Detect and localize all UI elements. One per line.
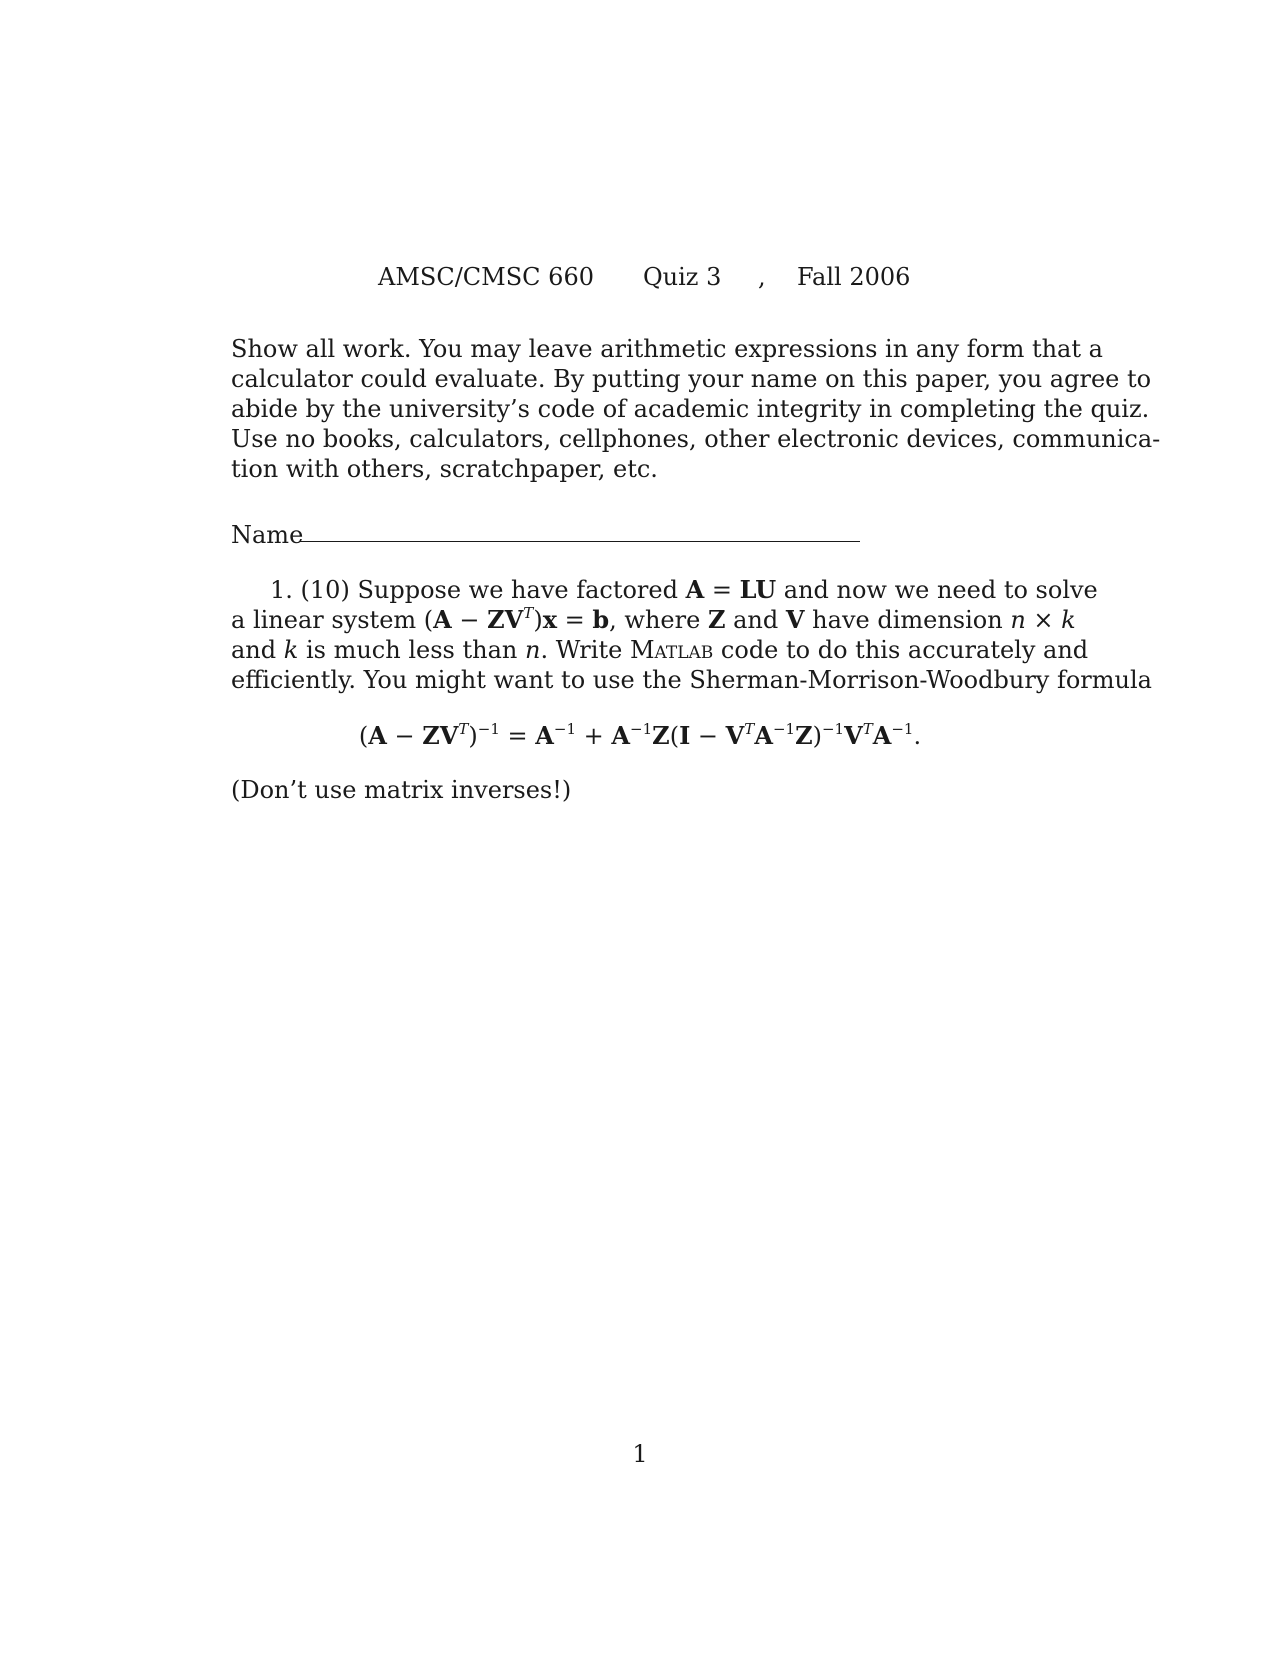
problem-line: efficiently. You might want to use the Sherman-Morrison-Woodbury formula bbox=[231, 666, 1152, 694]
problem-text: Suppose we have factored bbox=[357, 576, 678, 604]
page-header bbox=[0, 263, 1280, 295]
course-code: AMSC/CMSC 660 bbox=[378, 263, 594, 291]
problem-1 bbox=[231, 575, 1152, 695]
problem-number: 1. bbox=[270, 576, 293, 604]
problem-text: Write bbox=[555, 636, 623, 664]
problem-text: have dimension bbox=[812, 606, 1003, 634]
problem-line: a linear system $(A - ZV^T)x = b$, where Z and V have dimension n × k bbox=[231, 604, 1076, 634]
problem-text: and bbox=[733, 606, 779, 634]
problem-text: code to do this accurately and bbox=[720, 636, 1089, 664]
problem-text: is much less than bbox=[305, 636, 518, 664]
page-number: 1 bbox=[632, 1440, 648, 1468]
header-separator: , bbox=[758, 263, 766, 291]
problem-line: and k is much less than n. Write Matlab code to do this accurately and bbox=[231, 636, 1089, 664]
instructions-line: Use no books, calculators, cellphones, other electronic devices, communica- bbox=[231, 425, 1161, 453]
problem-text: and bbox=[231, 636, 277, 664]
name-label: Name bbox=[231, 521, 304, 549]
instructions-line: calculator could evaluate. By putting your name on this paper, you agree to bbox=[231, 365, 1152, 393]
instructions-line: Show all work. You may leave arithmetic expressions in any form that a bbox=[231, 335, 1103, 363]
problem-text: where bbox=[624, 606, 701, 634]
problem-text: a linear system bbox=[231, 606, 417, 634]
problem-points: (10) bbox=[300, 576, 350, 604]
problem-line: 1. (10) Suppose we have factored A = LU and now we need to solve bbox=[270, 575, 1098, 604]
inverse-note: (Don’t use matrix inverses!) bbox=[231, 776, 572, 804]
problem-text: and now we need to solve bbox=[783, 576, 1098, 604]
instructions-line: abide by the university’s code of academic integrity in completing the quiz. bbox=[231, 395, 1150, 423]
instructions-line: tion with others, scratchpaper, etc. bbox=[231, 455, 658, 483]
instructions-paragraph bbox=[231, 334, 1161, 484]
name-blank-line[interactable] bbox=[300, 541, 860, 542]
term-label: Fall 2006 bbox=[797, 263, 911, 291]
smw-formula: $(A - ZV^T)^{-1} = A^{-1} + A^{-1}Z(I - V^TA^{-1}Z)^{-1}V^TA^{-1}$. bbox=[358, 720, 922, 750]
quiz-title: Quiz 3 bbox=[643, 263, 722, 291]
matlab-word: Matlab bbox=[629, 636, 714, 664]
